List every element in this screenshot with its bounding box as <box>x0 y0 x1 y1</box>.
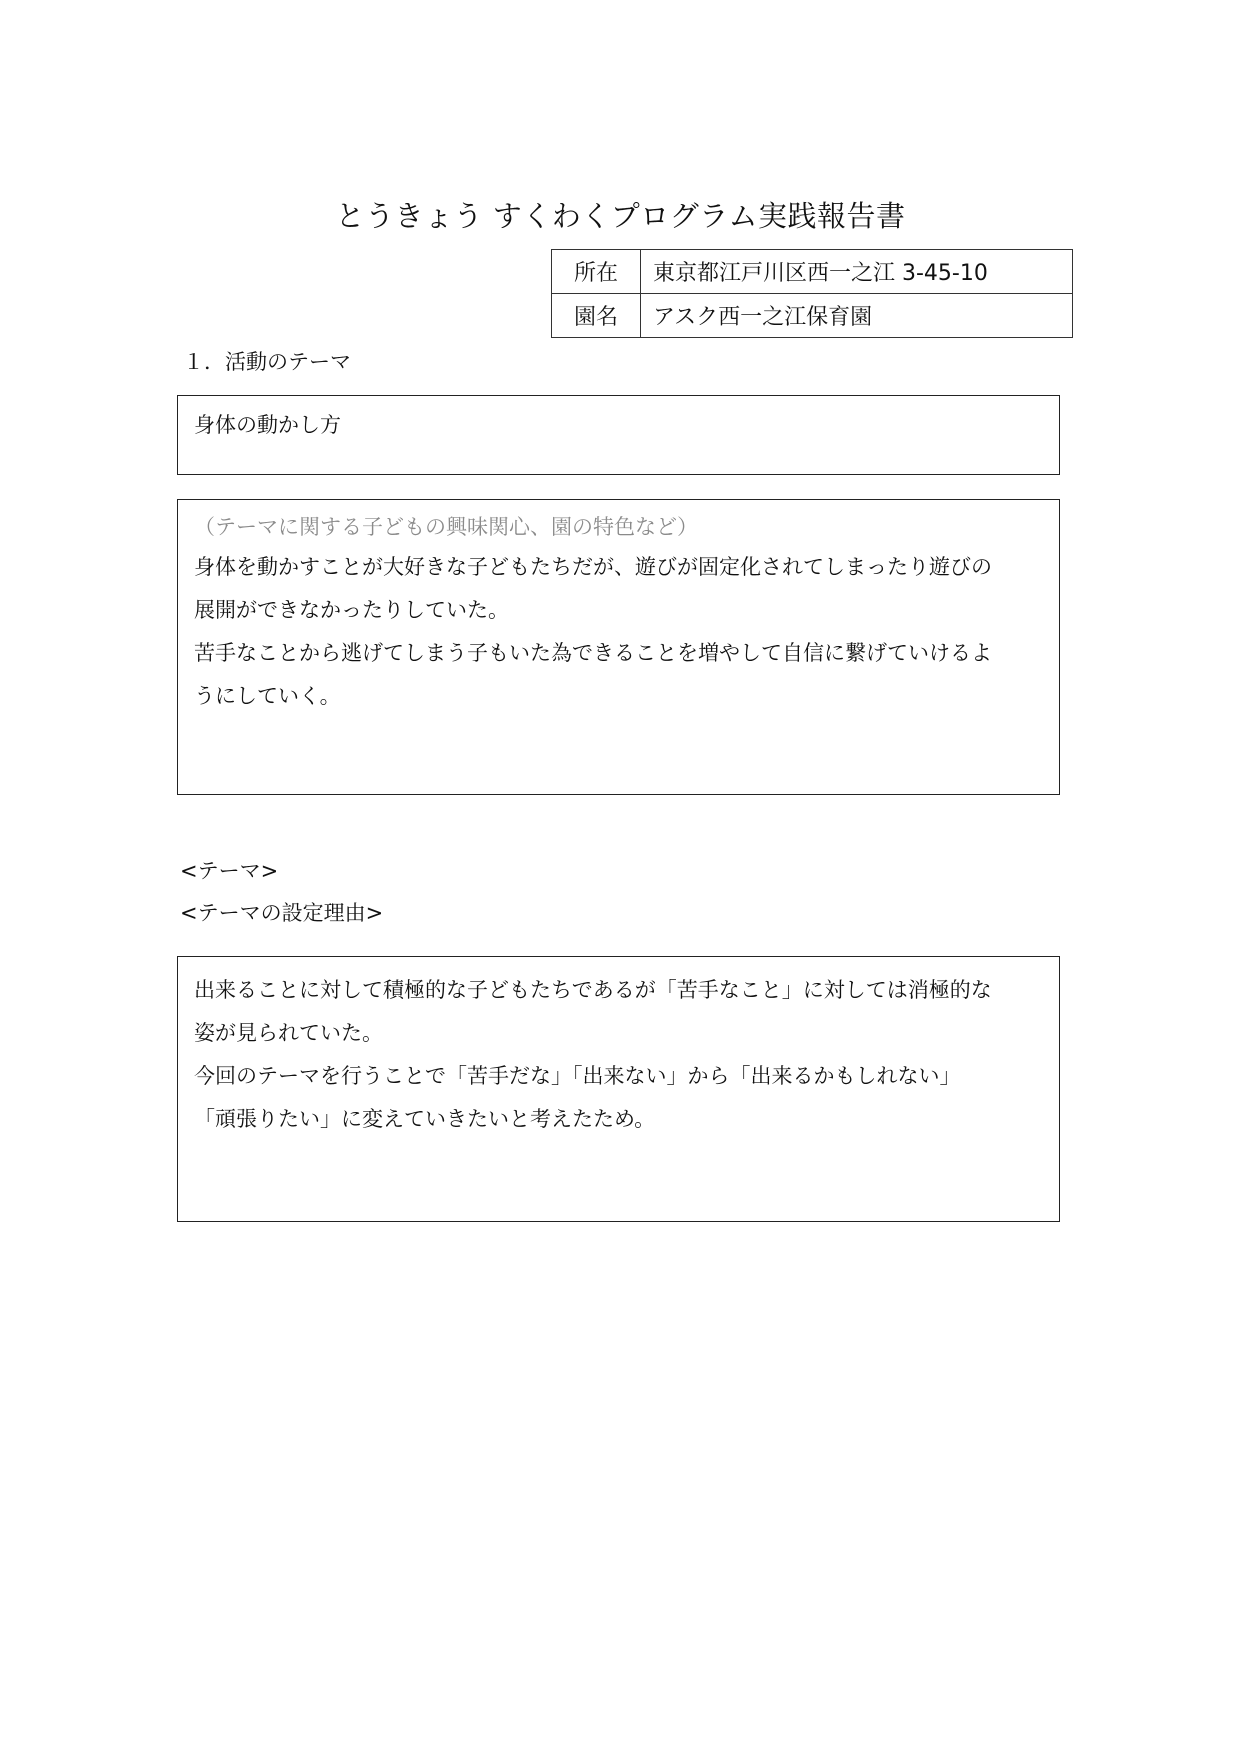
theme-text: 身体の動かし方 <box>194 413 341 437</box>
reason-line: 姿が見られていた。 <box>194 1021 383 1045</box>
theme-reason-subheading: <テーマの設定理由> <box>180 901 384 925</box>
facility-info-table <box>551 249 1073 338</box>
location-row <box>552 250 1073 294</box>
theme-subheading: <テーマ> <box>180 859 279 883</box>
theme-box <box>177 395 1060 475</box>
interest-hint: （テーマに関する子どもの興味関心、園の特色など） <box>194 515 698 539</box>
reason-line: 出来ることに対して積極的な子どもたちであるが「苦手なこと」に対しては消極的な <box>194 978 992 1002</box>
interest-body <box>194 546 1045 718</box>
section-heading-activity-theme: １．活動のテーマ <box>183 350 351 374</box>
reason-body <box>194 969 1045 1141</box>
facility-name-value: アスク西一之江保育園 <box>641 294 1073 338</box>
location-label: 所在 <box>552 250 641 294</box>
interest-line: 身体を動かすことが大好きな子どもたちだが、遊びが固定化されてしまったり遊びの <box>194 555 992 579</box>
facility-name-row <box>552 294 1073 338</box>
interest-line: 苦手なことから逃げてしまう子もいた為できることを増やして自信に繋げていけるよ <box>194 641 992 665</box>
interest-box <box>177 499 1060 795</box>
reason-box <box>177 956 1060 1222</box>
facility-name-label: 園名 <box>552 294 641 338</box>
interest-line: うにしていく。 <box>194 684 341 708</box>
interest-line: 展開ができなかったりしていた。 <box>194 598 509 622</box>
location-value: 東京都江戸川区西一之江 3-45-10 <box>641 250 1073 294</box>
document-title: とうきょう すくわくプログラム実践報告書 <box>335 199 906 233</box>
reason-line: 「頑張りたい」に変えていきたいと考えたため。 <box>194 1107 656 1131</box>
reason-line: 今回のテーマを行うことで「苦手だな」「出来ない」から「出来るかもしれない」 <box>194 1064 961 1088</box>
